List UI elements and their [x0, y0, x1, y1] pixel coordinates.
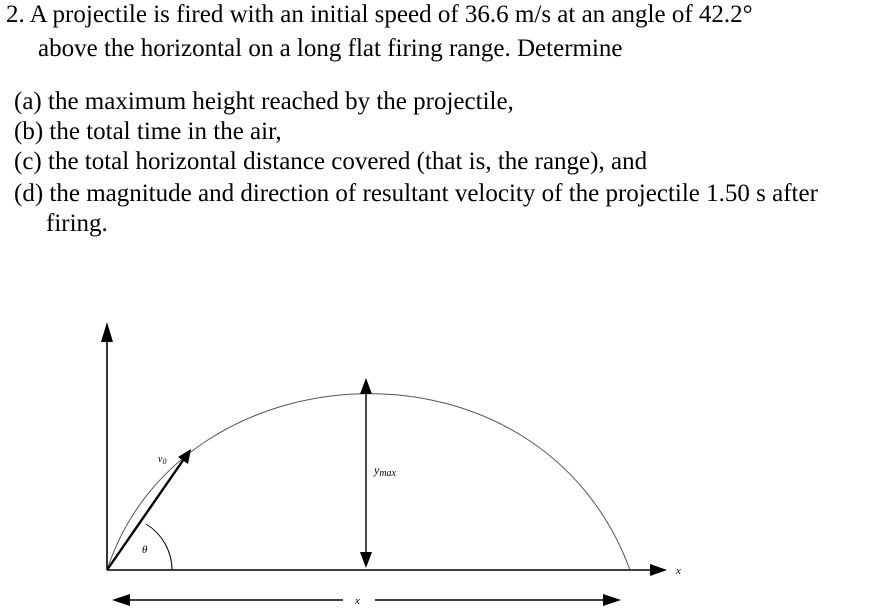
- range-label: x: [355, 595, 360, 607]
- v0-arrowhead: [178, 449, 191, 464]
- theta-arc: [146, 524, 172, 570]
- theta-label: θ: [142, 544, 148, 556]
- range-arrowhead-right: [603, 594, 621, 606]
- ymax-arrowhead-top: [360, 378, 372, 394]
- range-arrowhead-left: [112, 594, 130, 606]
- problem-statement-text-1: A projectile is fired with an initial speed of 36.6 m/s at an angle of 42.2°: [29, 1, 753, 28]
- part-c: (c) the total horizontal distance covered (that is, the range), and: [14, 148, 648, 175]
- problem-statement-line-2: above the horizontal on a long flat firing range. Determine: [38, 35, 623, 62]
- trajectory-curve: [107, 394, 630, 570]
- v0-label: $v_0$: [158, 454, 167, 466]
- problem-number: 2.: [6, 1, 25, 28]
- y-axis-arrowhead: [101, 322, 113, 342]
- part-d-continuation: firing.: [46, 210, 108, 237]
- part-a: (a) the maximum height reached by the projectile,: [14, 88, 514, 115]
- x-axis-label: x: [676, 565, 681, 577]
- part-d: (d) the magnitude and direction of resultant velocity of the projectile 1.50 s after: [14, 180, 818, 207]
- ymax-label: ymax: [374, 463, 396, 479]
- part-b: (b) the total time in the air,: [14, 118, 282, 145]
- ymax-arrowhead-bottom: [360, 552, 372, 568]
- x-axis-arrowhead: [650, 564, 667, 576]
